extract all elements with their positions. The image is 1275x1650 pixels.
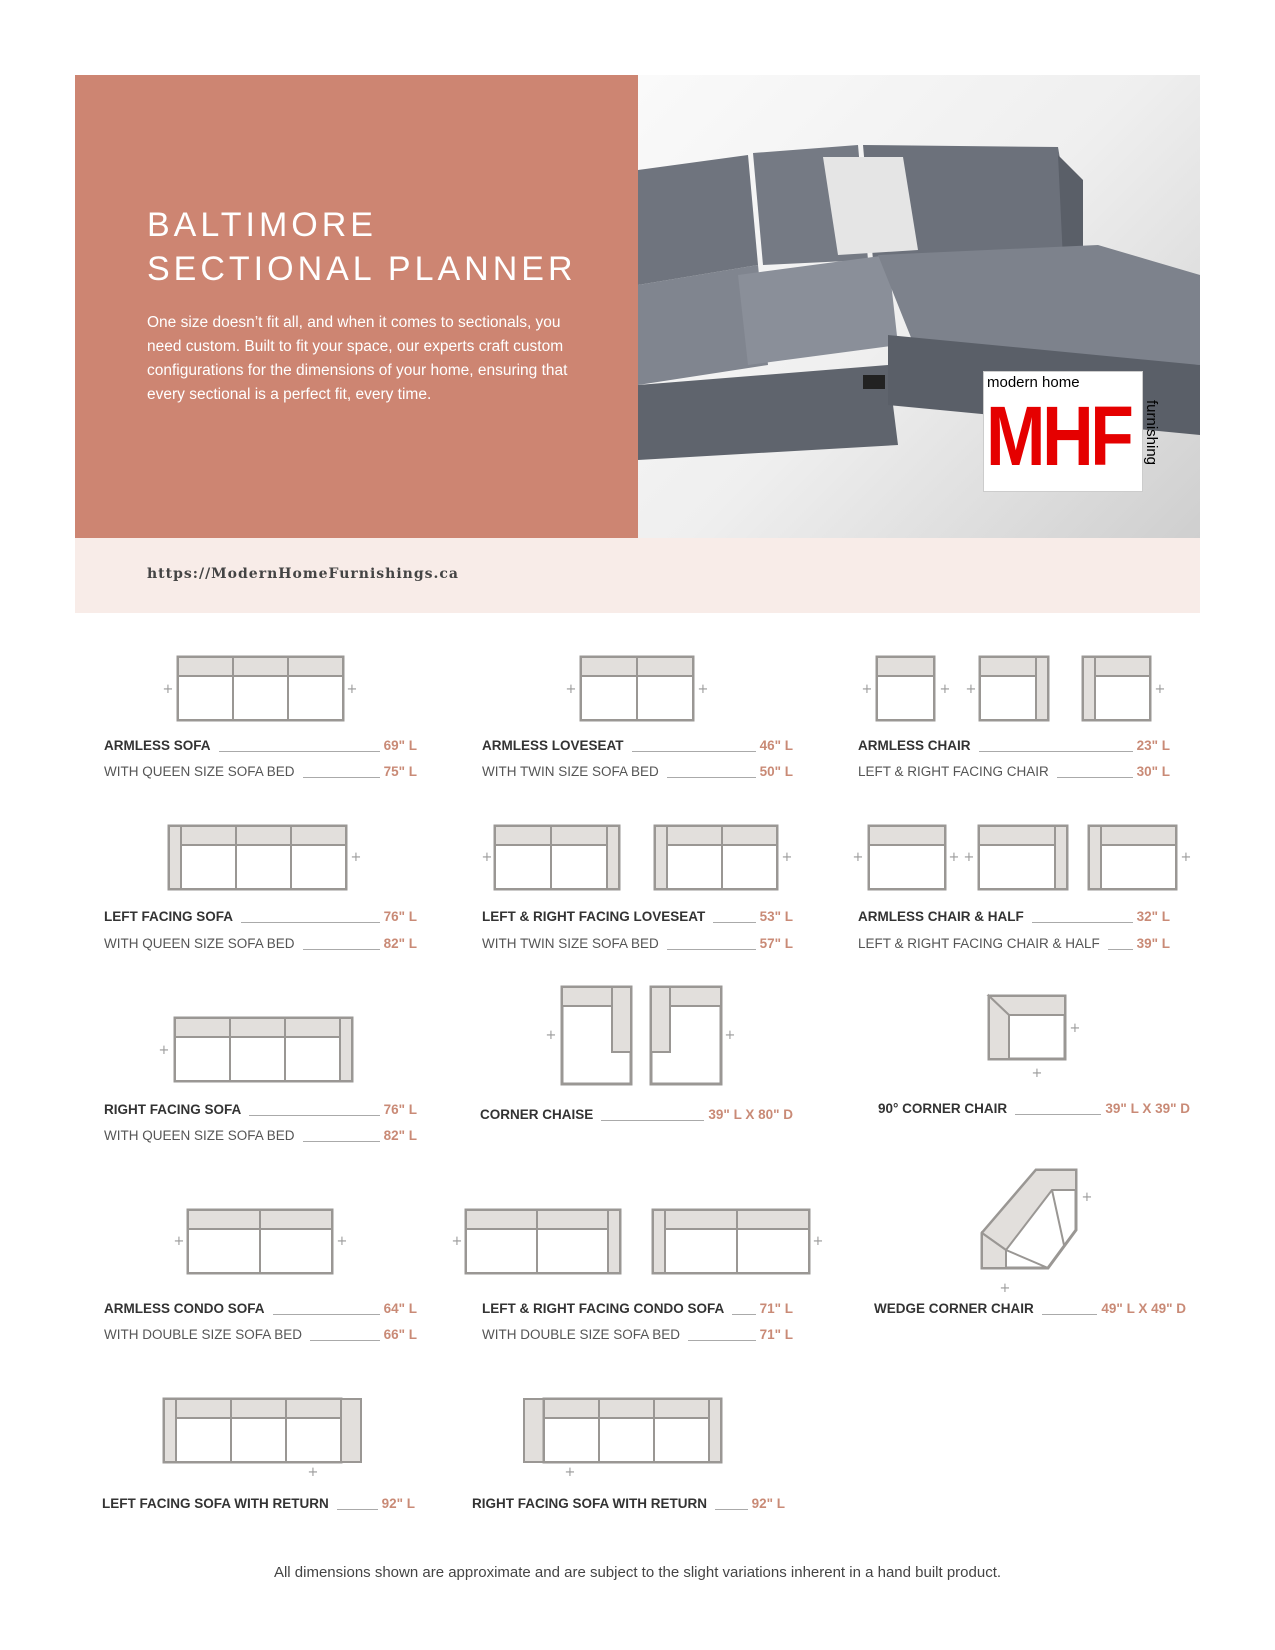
leader-line: [715, 1509, 748, 1510]
seat-cushion: [236, 845, 291, 889]
leader-line: [303, 777, 380, 778]
leader-line: [601, 1120, 704, 1121]
seat-cushion: [551, 845, 607, 889]
item-dimension: 49" L X 49" D: [1101, 1301, 1186, 1316]
leader-line: [667, 949, 756, 950]
arm: [1089, 826, 1101, 889]
item-name: WITH TWIN SIZE SOFA BED: [482, 936, 659, 951]
leader-line: [732, 1314, 756, 1315]
item-dimension: 23" L: [1136, 738, 1170, 753]
item-sub-label: [858, 935, 1170, 953]
item-name: ARMLESS LOVESEAT: [482, 738, 624, 753]
back-cushion: [260, 1210, 332, 1229]
item-label: [102, 1495, 415, 1513]
connector-plus-icon: +: [861, 682, 873, 697]
seat-cushion: [979, 845, 1055, 889]
arm: [655, 826, 667, 889]
item-name: WEDGE CORNER CHAIR: [874, 1301, 1034, 1316]
item-label: [482, 1300, 793, 1318]
leader-line: [1042, 1314, 1097, 1315]
arm: [653, 1210, 665, 1273]
item-name: LEFT & RIGHT FACING CHAIR: [858, 764, 1049, 779]
connector-plus-icon: +: [350, 850, 362, 865]
seat-cushion: [231, 1418, 286, 1462]
item-name: ARMLESS CHAIR: [858, 738, 971, 753]
seat-cushion: [176, 1418, 231, 1462]
item-dimension: 76" L: [383, 1102, 417, 1117]
back-cushion: [980, 657, 1036, 676]
item-name: RIGHT FACING SOFA: [104, 1102, 242, 1117]
connector-plus-icon: +: [307, 1465, 319, 1480]
arm: [169, 826, 181, 889]
connector-plus-icon: +: [781, 850, 793, 865]
item-name: RIGHT FACING SOFA WITH RETURN: [472, 1496, 707, 1511]
back-cushion: [176, 1399, 231, 1418]
connector-plus-icon: +: [173, 1234, 185, 1249]
item-name: WITH TWIN SIZE SOFA BED: [482, 764, 659, 779]
seat-cushion: [495, 845, 551, 889]
item-sub-label: [104, 1127, 417, 1145]
back-cushion: [181, 826, 236, 845]
seat-cushion: [233, 676, 288, 720]
connector-plus-icon: +: [999, 1281, 1011, 1296]
back-cushion: [537, 1210, 608, 1229]
leader-line: [273, 1314, 380, 1315]
item-name: LEFT FACING SOFA: [104, 909, 234, 924]
leader-line: [310, 1340, 380, 1341]
item-sub-label: [858, 763, 1170, 781]
item-name: WITH DOUBLE SIZE SOFA BED: [104, 1327, 303, 1342]
seat-cushion: [1095, 676, 1150, 720]
back-cushion: [233, 657, 288, 676]
item-name: ARMLESS CONDO SOFA: [104, 1301, 265, 1316]
connector-plus-icon: +: [724, 1028, 736, 1043]
connector-plus-icon: +: [564, 1465, 576, 1480]
item-dimension: 92" L: [381, 1496, 415, 1511]
connector-plus-icon: +: [336, 1234, 348, 1249]
arm: [612, 987, 631, 1052]
back-cushion: [230, 1018, 285, 1037]
seat-cushion: [230, 1037, 285, 1081]
back-cushion: [178, 657, 233, 676]
seat-cushion: [737, 1229, 809, 1273]
back-cushion: [581, 657, 637, 676]
back-cushion: [654, 1399, 709, 1418]
item-dimension: 69" L: [383, 738, 417, 753]
item-name: WITH DOUBLE SIZE SOFA BED: [482, 1327, 681, 1342]
connector-plus-icon: +: [1031, 1066, 1043, 1081]
leader-line: [1057, 777, 1133, 778]
item-sub-label: [104, 1326, 417, 1344]
connector-plus-icon: +: [162, 682, 174, 697]
seat-cushion: [877, 676, 934, 720]
back-cushion: [188, 1210, 260, 1229]
connector-plus-icon: +: [963, 850, 975, 865]
leader-line: [219, 751, 380, 752]
back-cushion: [667, 826, 722, 845]
logo-top-text: modern home: [987, 374, 1080, 391]
back-cushion: [551, 826, 607, 845]
item-label: [858, 908, 1170, 926]
connector-plus-icon: +: [939, 682, 951, 697]
item-name: LEFT & RIGHT FACING CONDO SOFA: [482, 1301, 725, 1316]
connector-plus-icon: +: [1180, 850, 1192, 865]
back-cushion: [286, 1399, 341, 1418]
item-label: [482, 908, 793, 926]
intro-text: One size doesn’t fit all, and when it comes to sectionals, you need custom. Built to fit your space, our experts craft custom configurations for the dimensions of your home, ensuring that every sectional is a perfect fit, every time.: [147, 314, 568, 403]
arm: [608, 1210, 620, 1273]
leader-line: [303, 1141, 380, 1142]
item-dimension: 71" L: [759, 1301, 793, 1316]
leader-line: [241, 922, 380, 923]
arm: [1055, 826, 1067, 889]
item-name: 90° CORNER CHAIR: [878, 1101, 1008, 1116]
item-dimension: 64" L: [383, 1301, 417, 1316]
item-name: LEFT & RIGHT FACING CHAIR & HALF: [858, 936, 1100, 951]
item-name: LEFT FACING SOFA WITH RETURN: [102, 1496, 329, 1511]
item-dimension: 71" L: [759, 1327, 793, 1342]
seat-cushion: [654, 1418, 709, 1462]
leader-line: [1108, 949, 1133, 950]
arm: [164, 1399, 176, 1462]
back-cushion: [637, 657, 693, 676]
back-cushion: [737, 1210, 809, 1229]
item-dimension: 39" L X 39" D: [1105, 1101, 1190, 1116]
back-cushion: [285, 1018, 340, 1037]
arm: [1083, 657, 1095, 720]
back-cushion: [291, 826, 346, 845]
back-cushion: [466, 1210, 537, 1229]
item-dimension: 39" L X 80" D: [708, 1107, 793, 1122]
title-line-2: SECTIONAL PLANNER: [147, 250, 577, 288]
leader-line: [249, 1115, 380, 1116]
item-dimension: 53" L: [759, 909, 793, 924]
arm: [607, 826, 619, 889]
connector-plus-icon: +: [1081, 1190, 1093, 1205]
item-sub-label: [482, 935, 793, 953]
back-cushion: [495, 826, 551, 845]
seat-cushion: [665, 1229, 737, 1273]
item-sub-label: [104, 935, 417, 953]
item-dimension: 30" L: [1136, 764, 1170, 779]
item-label: [104, 1300, 417, 1318]
back-cushion: [1101, 826, 1176, 845]
arm: [340, 1018, 352, 1081]
item-label: [104, 737, 417, 755]
back-cushion: [979, 826, 1055, 845]
connector-plus-icon: +: [812, 1234, 824, 1249]
connector-plus-icon: +: [965, 682, 977, 697]
item-name: CORNER CHAISE: [480, 1107, 594, 1122]
connector-plus-icon: +: [451, 1234, 463, 1249]
item-name: WITH QUEEN SIZE SOFA BED: [104, 936, 295, 951]
seat-cushion: [181, 845, 236, 889]
back-cushion: [665, 1210, 737, 1229]
seat-cushion: [637, 676, 693, 720]
back-cushion: [288, 657, 343, 676]
seat-cushion: [291, 845, 346, 889]
back-cushion: [599, 1399, 654, 1418]
connector-plus-icon: +: [481, 850, 493, 865]
footer-disclaimer: All dimensions shown are approximate and are subject to the slight variations inherent in a hand built product.: [273, 1564, 1002, 1581]
seat-cushion: [1101, 845, 1176, 889]
connector-plus-icon: +: [1154, 682, 1166, 697]
leader-line: [667, 777, 756, 778]
item-dimension: 66" L: [383, 1327, 417, 1342]
item-sub-label: [482, 1326, 793, 1344]
leader-line: [1015, 1114, 1101, 1115]
item-dimension: 39" L: [1136, 936, 1170, 951]
item-label: [878, 1100, 1190, 1118]
seat-cushion: [599, 1418, 654, 1462]
connector-plus-icon: +: [852, 850, 864, 865]
item-label: [104, 908, 417, 926]
leader-line: [688, 1340, 756, 1341]
item-name: WITH QUEEN SIZE SOFA BED: [104, 1128, 295, 1143]
seat-cushion: [178, 676, 233, 720]
seat-cushion: [260, 1229, 332, 1273]
item-name: WITH QUEEN SIZE SOFA BED: [104, 764, 295, 779]
website-link[interactable]: https://ModernHomeFurnishings.ca: [147, 566, 459, 582]
item-dimension: 32" L: [1136, 909, 1170, 924]
item-dimension: 82" L: [383, 1128, 417, 1143]
item-sub-label: [482, 763, 793, 781]
leader-line: [303, 949, 380, 950]
item-label: [874, 1300, 1186, 1318]
logo-mhf: MHF: [986, 389, 1131, 483]
leader-line: [713, 922, 756, 923]
seat-cushion: [581, 676, 637, 720]
title-line-1: BALTIMORE: [147, 206, 377, 244]
item-label: [480, 1106, 793, 1124]
back-cushion: [1095, 657, 1150, 676]
back-cushion: [175, 1018, 230, 1037]
logo-side-text: furnishing: [1142, 399, 1160, 466]
connector-plus-icon: +: [948, 850, 960, 865]
connector-plus-icon: +: [1069, 1021, 1081, 1036]
item-dimension: 76" L: [383, 909, 417, 924]
seat-cushion: [175, 1037, 230, 1081]
arm: [1036, 657, 1048, 720]
connector-plus-icon: +: [346, 682, 358, 697]
seat-cushion: [980, 676, 1036, 720]
item-label: [104, 1101, 417, 1119]
item-dimension: 82" L: [383, 936, 417, 951]
arm: [709, 1399, 721, 1462]
item-label: [482, 737, 793, 755]
return: [524, 1399, 544, 1462]
seat-cushion: [722, 845, 777, 889]
seat-cushion: [869, 845, 945, 889]
leader-line: [337, 1509, 378, 1510]
item-dimension: 92" L: [751, 1496, 785, 1511]
item-dimension: 46" L: [759, 738, 793, 753]
seat-cushion: [288, 676, 343, 720]
item-label: [858, 737, 1170, 755]
item-dimension: 50" L: [759, 764, 793, 779]
seat-cushion: [537, 1229, 608, 1273]
back-cushion: [562, 987, 612, 1006]
seat-cushion: [285, 1037, 340, 1081]
item-name: ARMLESS CHAIR & HALF: [858, 909, 1024, 924]
seat-cushion: [544, 1418, 599, 1462]
item-name: LEFT & RIGHT FACING LOVESEAT: [482, 909, 706, 924]
item-sub-label: [104, 763, 417, 781]
leader-line: [632, 751, 756, 752]
back-cushion: [869, 826, 945, 845]
connector-plus-icon: +: [565, 682, 577, 697]
item-name: ARMLESS SOFA: [104, 738, 211, 753]
return: [341, 1399, 361, 1462]
back-cushion: [544, 1399, 599, 1418]
connector-plus-icon: +: [545, 1028, 557, 1043]
arm: [651, 987, 670, 1052]
connector-plus-icon: +: [697, 682, 709, 697]
back-cushion: [877, 657, 934, 676]
item-label: [472, 1495, 785, 1513]
item-dimension: 57" L: [759, 936, 793, 951]
back-cushion: [722, 826, 777, 845]
seat-cushion: [188, 1229, 260, 1273]
item-dimension: 75" L: [383, 764, 417, 779]
back-cushion: [670, 987, 721, 1006]
seat-cushion: [466, 1229, 537, 1273]
connector-plus-icon: +: [158, 1043, 170, 1058]
seat-cushion: [667, 845, 722, 889]
leader-line: [1032, 922, 1133, 923]
back-cushion: [236, 826, 291, 845]
leader-line: [979, 751, 1133, 752]
back-cushion: [231, 1399, 286, 1418]
seat-cushion: [286, 1418, 341, 1462]
